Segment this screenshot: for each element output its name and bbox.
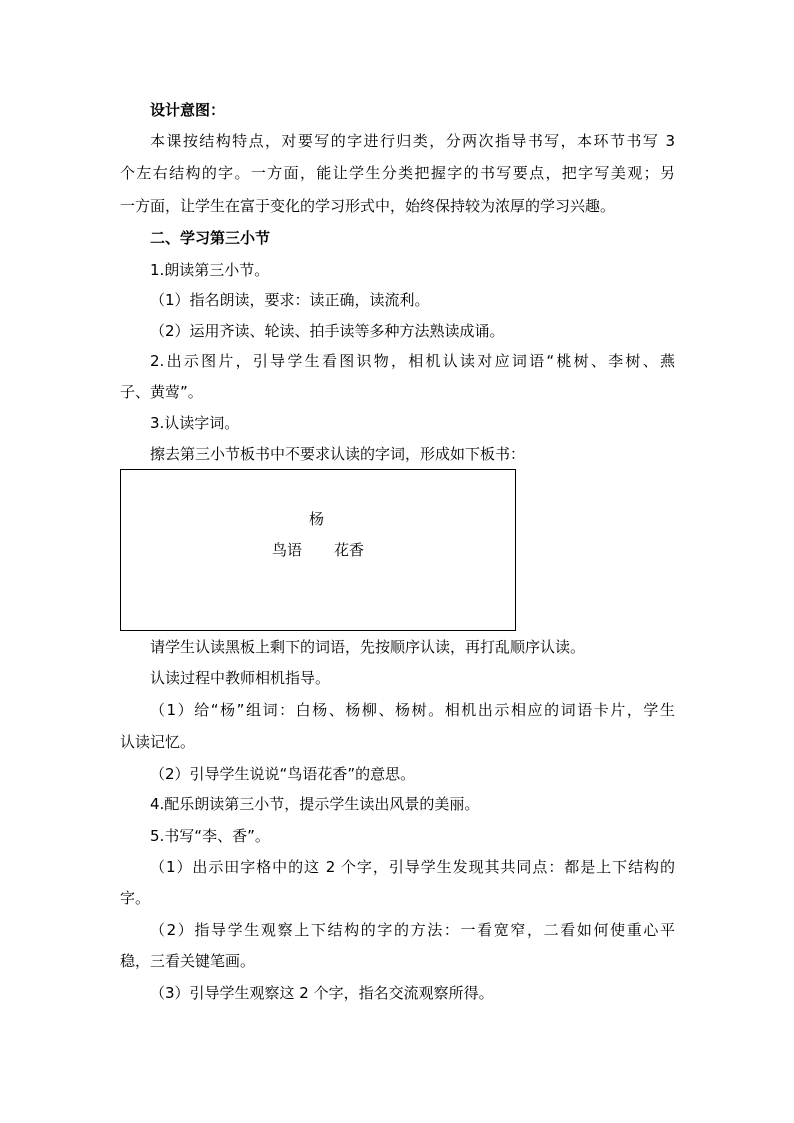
item-5-sub-1-line-2: 字。 — [120, 889, 151, 907]
item-3-sub-2: （2）引导学生说说“鸟语花香”的意思。 — [150, 765, 416, 783]
item-1: 1.朗读第三小节。 — [150, 261, 270, 279]
item-3-sub-1-line-2: 认读记忆。 — [120, 733, 196, 751]
item-5-sub-2-line-2: 稳，三看关键笔画。 — [120, 952, 256, 970]
design-intent-paragraph-line-1: 本课按结构特点，对要写的字进行归类，分两次指导书写，本环节书写 3 — [150, 132, 675, 150]
design-intent-heading: 设计意图： — [150, 101, 226, 119]
item-3: 3.认读字词。 — [150, 414, 240, 432]
after-board-line-2: 认读过程中教师相机指导。 — [150, 669, 331, 687]
item-5-sub-2-line-1: （2）指导学生观察上下结构的字的方法：一看宽窄，二看如何使重心平 — [150, 921, 675, 939]
item-1-sub-2: （2）运用齐读、轮读、拍手读等多种方法熟读成诵。 — [150, 322, 505, 340]
item-2-line-2: 子、黄莺”。 — [120, 383, 203, 401]
design-intent-paragraph-line-3: 一方面，让学生在富于变化的学习形式中，始终保持较为浓厚的学习兴趣。 — [120, 197, 616, 215]
item-3-description: 擦去第三小节板书中不要求认读的字词，形成如下板书： — [150, 445, 526, 463]
section-2-heading: 二、学习第三小节 — [150, 229, 271, 247]
after-board-line-1: 请学生认读黑板上剩下的词语，先按顺序认读，再打乱顺序认读。 — [150, 638, 586, 656]
item-2-line-1: 2.出示图片，引导学生看图识物，相机认读对应词语“桃树、李树、燕 — [150, 352, 675, 370]
item-1-sub-1: （1）指名朗读，要求：读正确，读流利。 — [150, 291, 430, 309]
item-5-sub-1-line-1: （1）出示田字格中的这 2 个字，引导学生发现其共同点：都是上下结构的 — [150, 858, 675, 876]
design-intent-paragraph-line-2: 个左右结构的字。一方面，能让学生分类把握字的书写要点，把字写美观；另 — [120, 164, 675, 182]
item-5-sub-3: （3）引导学生观察这 2 个字，指名交流观察所得。 — [150, 984, 494, 1002]
board-character: 杨 — [309, 510, 325, 528]
blackboard-box — [120, 469, 516, 631]
item-4: 4.配乐朗读第三小节，提示学生读出风景的美丽。 — [150, 795, 480, 813]
item-3-sub-1-line-1: （1）给“杨”组词：白杨、杨柳、杨树。相机出示相应的词语卡片，学生 — [150, 701, 675, 719]
board-word-2: 花香 — [334, 541, 365, 559]
item-5: 5.书写“李、香”。 — [150, 827, 270, 845]
board-word-1: 鸟语 — [272, 541, 303, 559]
